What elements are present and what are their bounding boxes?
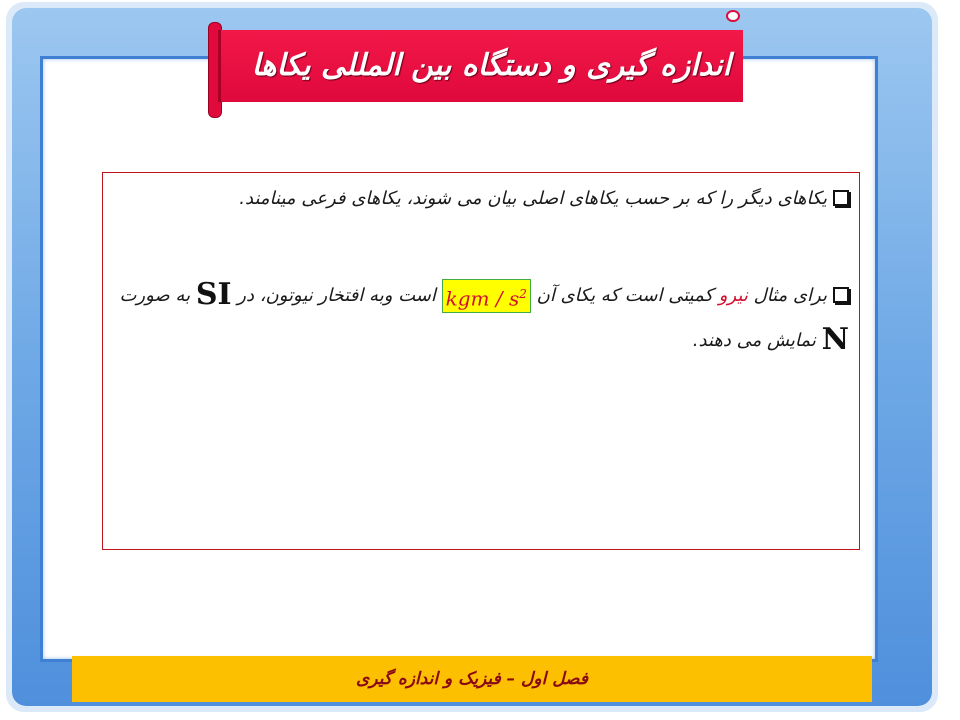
si-label: SI	[195, 277, 232, 312]
page-title: اندازه گیری و دستگاه بین المللی یکاها	[251, 48, 731, 83]
footer-bar	[72, 656, 872, 702]
paragraph-2-part-d: است وبه افتخار نیوتون، در	[237, 285, 436, 306]
title-banner	[218, 30, 743, 102]
checkbox-bullet-icon	[833, 287, 849, 303]
footer-text: فصل اول – فیزیک و اندازه گیری	[356, 669, 588, 689]
paragraph-2-part-c: کمیتی است که یکای آن	[536, 285, 714, 306]
paragraph-2-part-a: برای مثال	[753, 285, 827, 306]
paragraph-1	[119, 177, 849, 221]
content-box	[102, 172, 860, 550]
highlight-word-force: نیرو	[718, 285, 748, 306]
paragraph-2-part-f: نمایش می دهند.	[692, 330, 816, 351]
paragraph-2	[119, 273, 849, 363]
scroll-curl-decoration	[726, 10, 740, 22]
paragraph-1-text: یکاهای دیگر را که بر حسب یکاهای اصلی بیان می شوند، یکاهای فرعی مینامند.	[239, 188, 827, 209]
unit-formula	[442, 279, 531, 314]
unit-formula-base: kgm / s	[445, 286, 520, 311]
newton-symbol: N	[821, 322, 849, 357]
checkbox-bullet-icon	[833, 190, 849, 206]
paragraph-2-part-e: به صورت	[119, 285, 191, 306]
unit-formula-exponent: 2	[519, 286, 527, 301]
